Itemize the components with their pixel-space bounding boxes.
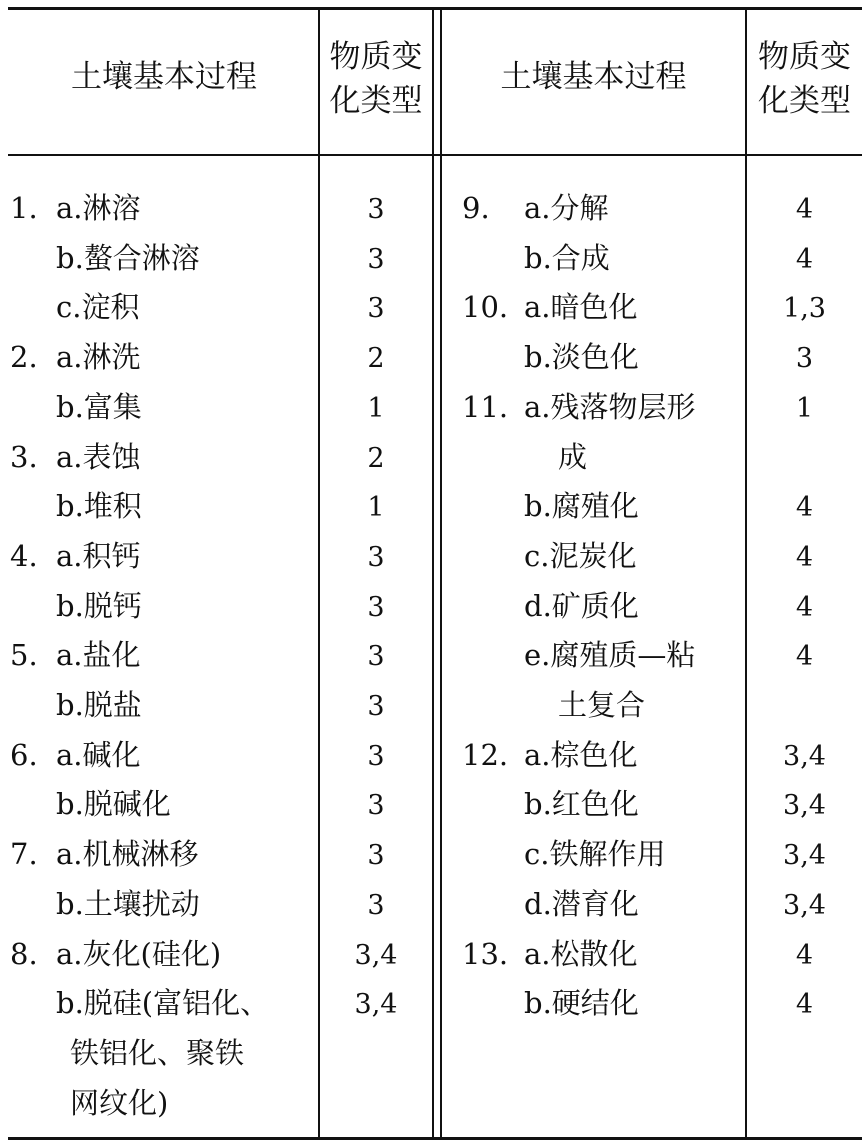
header-rule xyxy=(8,154,862,156)
process-name: c.泥炭化 xyxy=(524,539,637,573)
change-type-value: 4 xyxy=(795,194,814,225)
process-name: b.脱硅(富铝化、 xyxy=(56,986,270,1020)
change-type-value: 4 xyxy=(795,492,814,523)
change-type-value: 3 xyxy=(367,790,385,821)
process-name: a.残落物层形 xyxy=(524,390,696,424)
table-bottom-rule xyxy=(8,1137,862,1140)
item-number: 13. xyxy=(462,937,509,971)
item-number: 1. xyxy=(10,191,38,225)
change-type-value: 4 xyxy=(795,989,814,1020)
header-process-right: 土壤基本过程 xyxy=(500,59,687,95)
item-number: 11. xyxy=(462,390,509,424)
item-number: 8. xyxy=(10,937,38,971)
process-name: e.腐殖质—粘 xyxy=(524,638,696,672)
process-name: d.潜育化 xyxy=(524,887,639,921)
change-type-value: 3,4 xyxy=(783,890,826,921)
change-type-value: 3,4 xyxy=(354,940,398,971)
process-name: b.腐殖化 xyxy=(524,489,639,523)
change-type-value: 3 xyxy=(367,542,385,573)
process-name: b.螯合淋溶 xyxy=(56,241,200,275)
process-name: a.碱化 xyxy=(56,738,141,772)
process-name: b.脱碱化 xyxy=(56,787,171,821)
item-number: 3. xyxy=(10,440,38,474)
header-type-left-line2: 化类型 xyxy=(329,83,423,119)
process-name: c.铁解作用 xyxy=(524,837,666,871)
change-type-value: 3,4 xyxy=(783,790,826,821)
process-name: a.机械淋移 xyxy=(56,837,199,871)
item-number: 5. xyxy=(10,638,38,672)
header-process-left: 土壤基本过程 xyxy=(71,59,257,95)
header-type-right-line2: 化类型 xyxy=(758,83,851,119)
header-type-left-line1: 物质变 xyxy=(329,39,423,75)
item-number: 4. xyxy=(10,539,38,573)
process-name-continued: 成 xyxy=(558,440,588,474)
change-type-value: 3 xyxy=(795,343,814,374)
change-type-value: 1,3 xyxy=(783,293,826,324)
process-name-continued: 网纹化) xyxy=(70,1086,169,1120)
process-name: b.脱钙 xyxy=(56,589,142,623)
center-double-divider xyxy=(440,9,442,1138)
change-type-value: 3 xyxy=(367,293,385,324)
process-name: b.红色化 xyxy=(524,787,639,821)
change-type-value: 2 xyxy=(367,443,385,474)
process-name: b.堆积 xyxy=(56,489,142,523)
item-number: 2. xyxy=(10,340,38,374)
process-name-continued: 土复合 xyxy=(558,688,646,722)
change-type-value: 3,4 xyxy=(783,840,826,871)
change-type-value: 4 xyxy=(795,244,814,275)
change-type-value: 4 xyxy=(795,641,814,672)
change-type-value: 3 xyxy=(367,741,385,772)
change-type-value: 3 xyxy=(367,244,385,275)
process-name: a.灰化(硅化) xyxy=(56,937,222,971)
process-name: a.松散化 xyxy=(524,937,638,971)
change-type-value: 4 xyxy=(795,940,814,971)
table-top-rule xyxy=(8,7,862,10)
change-type-value: 3 xyxy=(367,194,385,225)
change-type-value: 4 xyxy=(795,592,814,623)
process-name: b.土壤扰动 xyxy=(56,887,200,921)
process-name: a.表蚀 xyxy=(56,440,141,474)
change-type-value: 3 xyxy=(367,592,385,623)
process-name: b.淡色化 xyxy=(524,340,639,374)
process-name: a.盐化 xyxy=(56,638,141,672)
change-type-value: 3 xyxy=(367,641,385,672)
process-name: a.暗色化 xyxy=(524,290,638,324)
item-number: 10. xyxy=(462,290,509,324)
change-type-value: 3 xyxy=(367,890,385,921)
process-name: a.淋溶 xyxy=(56,191,141,225)
change-type-value: 1 xyxy=(367,393,385,424)
change-type-value: 1 xyxy=(795,393,814,424)
change-type-value: 1 xyxy=(367,492,385,523)
process-name: b.脱盐 xyxy=(56,688,142,722)
change-type-value: 4 xyxy=(795,542,814,573)
change-type-value: 3 xyxy=(367,691,385,722)
change-type-value: 3 xyxy=(367,840,385,871)
process-name: b.合成 xyxy=(524,241,610,275)
change-type-value: 3,4 xyxy=(354,989,398,1020)
center-double-divider xyxy=(432,9,434,1138)
process-name: a.积钙 xyxy=(56,539,141,573)
header-type-right-line1: 物质变 xyxy=(758,39,851,75)
process-name: b.硬结化 xyxy=(524,986,639,1020)
process-name-continued: 铁铝化、聚铁 xyxy=(70,1036,245,1070)
item-number: 7. xyxy=(10,837,38,871)
process-name: a.淋洗 xyxy=(56,340,141,374)
process-name: d.矿质化 xyxy=(524,589,639,623)
item-number: 6. xyxy=(10,738,38,772)
item-number: 9. xyxy=(462,191,490,225)
change-type-value: 3,4 xyxy=(783,741,826,772)
item-number: 12. xyxy=(462,738,509,772)
process-name: a.分解 xyxy=(524,191,609,225)
process-name: b.富集 xyxy=(56,390,142,424)
change-type-value: 2 xyxy=(367,343,385,374)
process-name: c.淀积 xyxy=(56,290,140,324)
process-name: a.棕色化 xyxy=(524,738,638,772)
